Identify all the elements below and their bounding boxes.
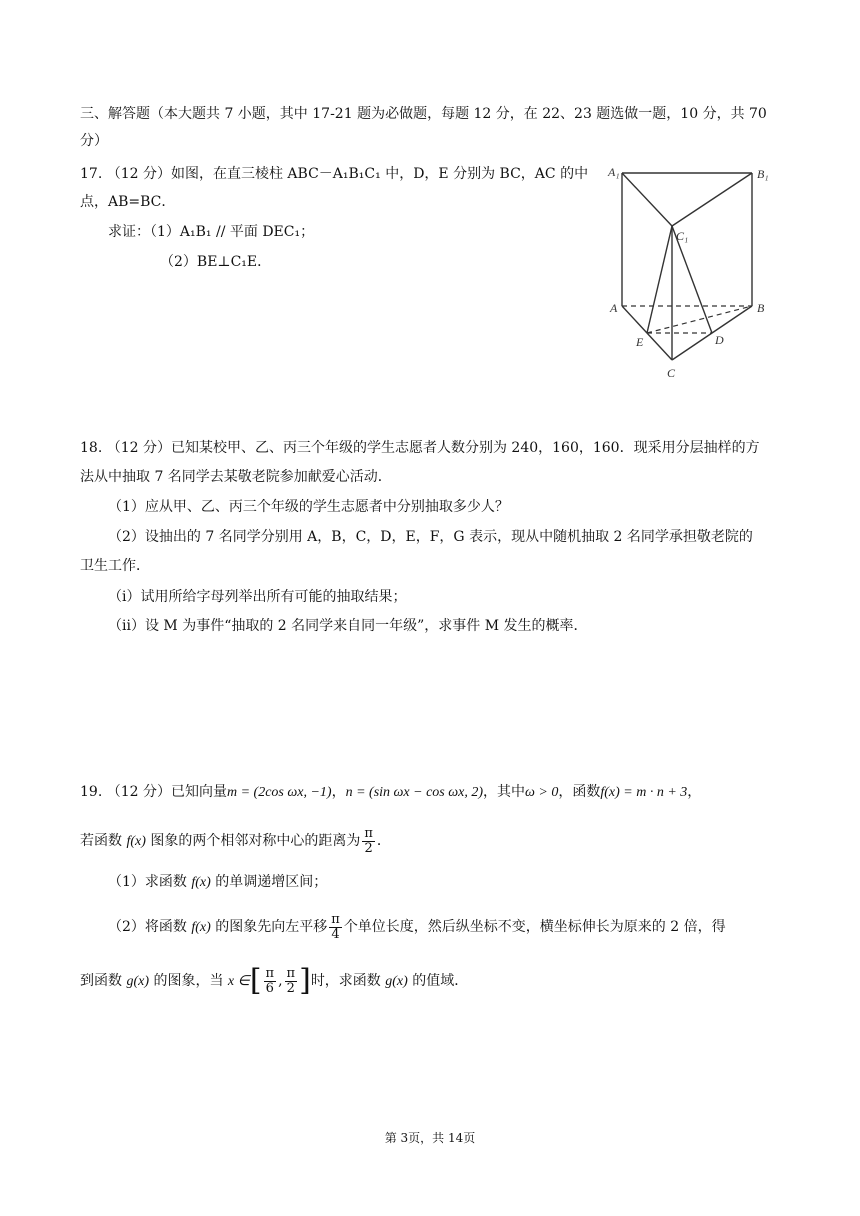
label-C1: C₁ (676, 229, 689, 243)
fraction-pi-over-4: $\frac{\pi}{4}$ (331, 911, 340, 942)
q18-line2: 法从中抽取 7 名同学去某敬老院参加献爱心活动． (80, 469, 392, 485)
label-A: A (610, 301, 618, 315)
prism-figure (600, 158, 790, 388)
label-B1: B₁ (757, 167, 769, 181)
omega-condition: ω > 0 (525, 785, 559, 800)
q19-line5: 到函数 g(x) 的图象，当 x ∈[ $\frac{\pi}{6}$ , $\frac{\pi}{2}$ ]时，求函数 g(x) 的值域． (80, 963, 469, 998)
section-title: 三、解答题（本大题共 7 小题，其中 17-21 题为必做题，每题 12 分，在 22、23 题选做一题，10 分，共 70 (80, 106, 767, 122)
fraction-pi-over-2b: $\frac{\pi}{2}$ (286, 965, 296, 996)
q18-line7: （ii）设 M 为事件“抽取的 2 名同学来自同一年级”，求事件 M 发生的概率． (108, 618, 588, 634)
q18-line1: 18. （12 分）已知某校甲、乙、丙三个年级的学生志愿者人数分别为 240，160，160．现采用分层抽样的方 (80, 440, 760, 456)
label-E: E (636, 335, 644, 349)
q17-line3: 求证：（1）A₁B₁ // 平面 DEC₁； (108, 224, 315, 240)
q17-line2: 点，AB=BC． (80, 194, 176, 210)
vector-m-eq: m = (2cos ωx, −1) (226, 785, 332, 800)
section-title-cont: 分） (80, 133, 108, 149)
function-f-def: f(x) = m · n + 3 (600, 785, 688, 800)
fraction-pi-over-2: $\frac{\pi}{2}$ (364, 825, 373, 856)
label-A1: A₁ (608, 165, 620, 179)
q18-line3: （1）应从甲、乙、丙三个年级的学生志愿者中分别抽取多少人？ (108, 499, 509, 515)
q19-line2: 若函数 f(x) 图象的两个相邻对称中心的距离为 $\frac{\pi}{2}$ ． (80, 825, 391, 856)
q19-part1: （1）求函数 f(x) 的单调递增区间； (108, 874, 328, 890)
q19-line1: 19. （12 分）已知向量m = (2cos ωx, −1)，n = (sin ωx − cos ωx, 2)，其中ω > 0，函数f(x) = m · n + 3， (80, 784, 702, 800)
q17-line1: 17. （12 分）如图，在直三棱柱 ABC－A₁B₁C₁ 中，D，E 分别为 BC，AC 的中 (80, 166, 589, 182)
q19-part2: （2）将函数 f(x) 的图象先向左平移 $\frac{\pi}{4}$ 个单位长度，然后纵坐标不变，横坐标伸长为原来的 2 倍，得 (108, 911, 726, 942)
q18-line6: （i）试用所给字母列举出所有可能的抽取结果； (108, 589, 407, 605)
q17-line4: （2）BE⊥C₁E． (160, 254, 272, 270)
label-C: C (667, 366, 676, 380)
label-B: B (757, 301, 765, 315)
vector-n-eq: n = (sin ωx − cos ωx, 2) (345, 785, 483, 800)
label-D: D (715, 333, 724, 347)
q18-line4: （2）设抽出的 7 名同学分别用 A，B，C，D，E，F，G 表示，现从中随机抽取 2 名同学承担敬老院的 (108, 529, 753, 545)
page-footer: 第 3页，共 14页 (384, 1131, 476, 1145)
fraction-pi-over-6: $\frac{\pi}{6}$ (265, 965, 275, 996)
q18-line5: 卫生工作． (80, 558, 150, 574)
